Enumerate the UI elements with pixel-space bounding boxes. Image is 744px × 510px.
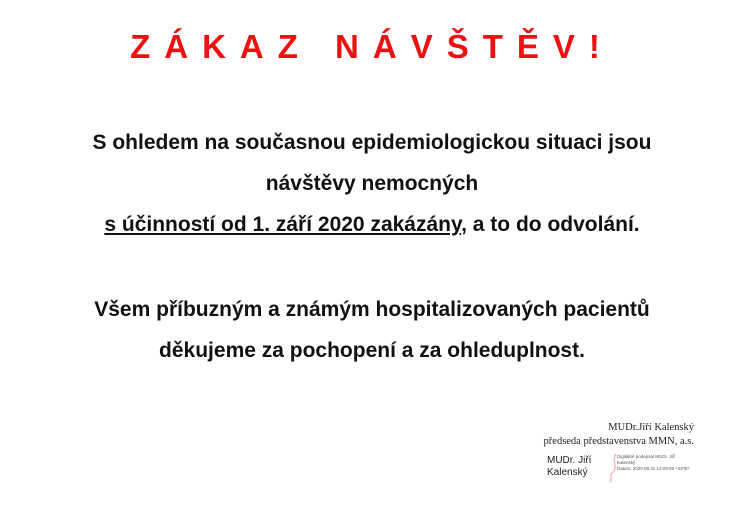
notice-line: S ohledem na současnou epidemiologickou situaci jsou — [92, 131, 652, 154]
digital-signature-detail-line: Digitálně podepsal MUDr. Jiří — [617, 454, 676, 459]
digital-signature-detail-line: Kalenský — [617, 460, 636, 465]
digital-signature — [547, 455, 697, 481]
signatory-position: předseda představenstva MMN, a.s. — [543, 436, 694, 447]
digital-signature-name-line: MUDr. Jiří — [547, 455, 592, 466]
notice-line: děkujeme za pochopení a za ohleduplnost. — [159, 339, 585, 362]
effective-date-text: s účinností od 1. září 2020 zakázány — [104, 213, 462, 236]
notice-line: návštěvy nemocných — [265, 172, 479, 195]
until-revoked-text: , a to do odvolání. — [461, 213, 640, 236]
digital-signature-name — [547, 455, 591, 479]
notice-line — [0, 204, 744, 245]
digital-signature-detail-line: Datum: 2020.08.31 13:09:08 +02'00' — [617, 466, 690, 471]
notice-title: ZÁKAZ NÁVŠTĚV! — [130, 28, 614, 65]
signatory-name: MUDr.Jiří Kalenský — [608, 422, 694, 433]
notice-line: Všem příbuzným a známým hospitalizovaných pacientů — [94, 298, 650, 321]
signature-block — [544, 421, 694, 449]
digital-signature-name-line: Kalenský — [547, 467, 588, 478]
digital-signature-details — [617, 454, 690, 472]
notice-paragraph-thanks — [0, 289, 744, 371]
notice-paragraph-ban — [0, 122, 744, 245]
